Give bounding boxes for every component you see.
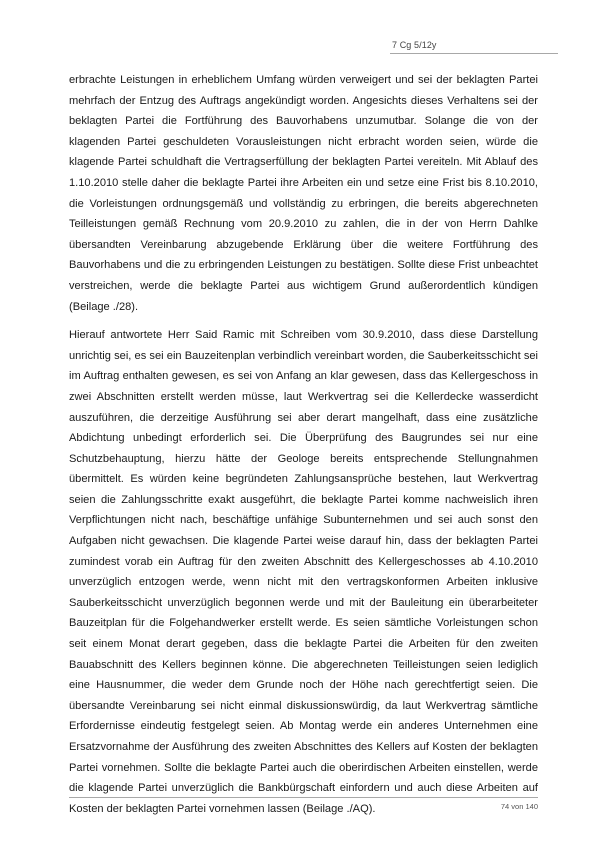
paragraph-ramic-reply: Hierauf antwortete Herr Said Ramic mit Schreiben vom 30.9.2010, dass diese Darstellung unrichtig sei, es sei ein Bauzeitenplan verbindlich vereinbart worden, die Sauberkeitsschicht sei im Auftrag enthalten gewesen, es sei von Anfang an klar gewesen, dass das Kellergeschoss in zwei Abschnitten erstellt werden müsse, laut Werkvertrag sei die Kellerdecke wasserdicht auszuführen, die derzeitige Ausführung sei aber derart mangelhaft, dass eine zusätzliche Abdichtung unbedingt erforderlich sei. Die Überprüfung des Baugrundes sei nur eine Schutzbehauptung, hierzu hätte der Geologe bereits entsprechende Stellungnahmen übermittelt. Es würden keine begründeten Zahlungsansprüche bestehen, laut Werkvertrag seien die Zahlungsschritte exakt ausgeführt, die beklagte Partei komme nachweislich ihren Verpflichtungen nicht nach, beschäftige unfähige Subunternehmen und sei auch sonst den Aufgaben nicht gewachsen. Die klagende Partei weise darauf hin, dass der beklagten Partei zumindest vorab ein Auftrag für den zweiten Abschnitt des Kellergeschosses ab 4.10.2010 unverzüglich entzogen werde, wenn nicht mit den vertragskonformen Arbeiten inklusive Sauberkeitsschicht unverzüglich begonnen werde und mit der Bauleitung ein überarbeiteter Bauzeitplan für die Folgehandwerker erstellt werde. Es seien sämtliche Vorleistungen schon seit einem Monat derart gegeben, dass die beklagte Partei die Arbeiten für den zweiten Bauabschnitt des Kellers beginnen könne. Die abgerechneten Teilleistungen seien lediglich eine Hausnummer, die weder dem Grunde noch der Höhe nach gerechtfertigt seien. Die übersandte Vereinbarung sei nicht einmal diskussionswürdig, da laut Werkvertrag sämtliche Erfordernisse eindeutig festgelegt seien. Ab Montag werde ein anderes Unternehmen eine Ersatzvornahme der Ausführung des zweiten Abschnittes des Kellers auf Kosten der beklagten Partei vornehmen. Sollte die beklagte Partei auch die oberirdischen Arbeiten einstellen, werde die klagende Partei unverzüglich die Bankbürgschaft einfordern und auch diese Arbeiten auf Kosten der beklagten Partei vornehmen lassen (Beilage ./AQ). (69, 329, 538, 815)
document-body (69, 70, 538, 819)
case-reference: 7 Cg 5/12y (392, 40, 437, 50)
paragraph-continued: erbrachte Leistungen in erheblichem Umfang würden verweigert und sei der beklagten Partei mehrfach der Entzug des Auftrags angekündigt worden. Angesichts dieses Verhaltens sei der beklagten Partei die Fortführung des Bauvorhabens unzumutbar. Solange die von der klagenden Partei geschuldeten Vorausleistungen nicht erbracht worden seien, würde die klagende Partei schuldhaft die Vertragserfüllung der beklagten Partei vereiteln. Mit Ablauf des 1.10.2010 stelle daher die beklagte Partei ihre Arbeiten ein und setze eine Frist bis 8.10.2010, die Vorleistungen ordnungsgemäß und vollständig zu erbringen, die bereits abgerechneten Teilleistungen gemäß Rechnung vom 20.9.2010 zu zahlen, die in der von Herrn Dahlke übersandten Vereinbarung abzugebende Erklärung über die weitere Fortführung des Bauvorhabens und die zu erbringenden Leistungen zu bestätigen. Sollte diese Frist unbeachtet verstreichen, werde die beklagte Partei aus wichtigem Grund außerordentlich kündigen (Beilage ./28). (69, 74, 538, 313)
page-header (390, 40, 558, 54)
page-number: 74 von 140 (500, 802, 538, 811)
page-footer (69, 797, 538, 811)
